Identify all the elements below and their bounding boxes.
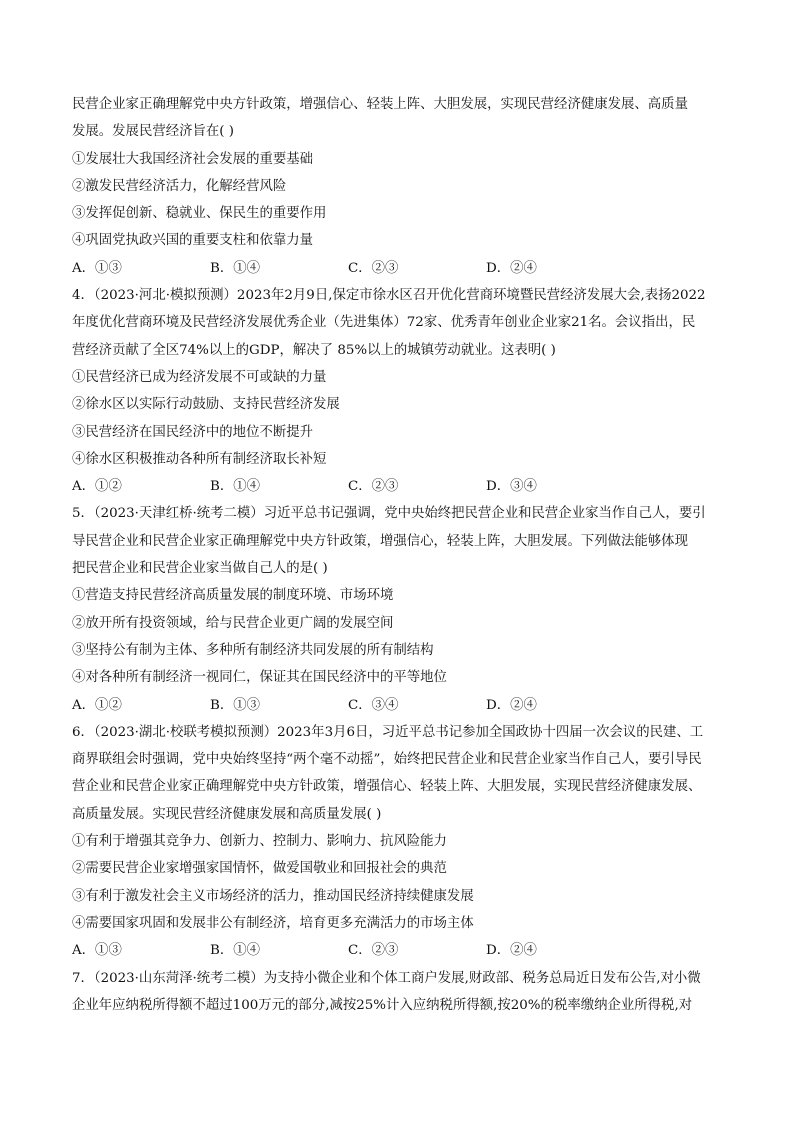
statement-1: ①发展壮大我国经济社会发展的重要基础 [72, 151, 314, 167]
statement-4: ④需要国家巩固和发展非公有制经济，培育更多充满活力的市场主体 [72, 915, 474, 931]
option-c[interactable]: C．②③ [348, 479, 399, 495]
question-stem-line: 营企业和民营企业家正确理解党中央方针政策，增强信心、轻装上阵、大胆发展，实现民营经济健康发展、 [72, 779, 702, 795]
page-content [72, 91, 732, 1019]
statement-1: ①有利于增强其竞争力、创新力、控制力、影响力、抗风险能力 [72, 834, 447, 850]
statement-2: ②放开所有投资领域，给与民营企业更广阔的发展空间 [72, 615, 394, 631]
question-3 [72, 91, 732, 282]
statement-2: ②需要民营企业家增强家国情怀，做爱国敬业和回报社会的典范 [72, 861, 447, 877]
option-b[interactable]: B．①③ [210, 697, 261, 713]
answer-options [72, 473, 732, 500]
statement-3: ③坚持公有制为主体、多种所有制经济共同发展的所有制结构 [72, 642, 434, 658]
question-7 [72, 965, 732, 1020]
question-5 [72, 500, 732, 718]
statement-1: ①民营经济已成为经济发展不可或缺的力量 [72, 369, 327, 385]
question-stem-line: 民营企业家正确理解党中央方针政策，增强信心、轻装上阵、大胆发展，实现民营经济健康发展、高质量 [72, 97, 688, 112]
statement-3: ③发挥促创新、稳就业、保民生的重要作用 [72, 206, 327, 222]
question-4 [72, 282, 732, 500]
question-stem-line: 发展。发展民营经济旨在( ) [72, 124, 235, 140]
option-d[interactable]: D．②④ [486, 260, 537, 276]
answer-options [72, 937, 732, 964]
option-c[interactable]: C．②③ [348, 260, 399, 276]
statement-4: ④对各种所有制经济一视同仁，保证其在国民经济中的平等地位 [72, 670, 447, 686]
question-stem-line: 营经济贡献了全区74%以上的GDP，解决了 85%以上的城镇劳动就业。这表明( ) [72, 342, 556, 358]
option-d[interactable]: D．③④ [486, 479, 537, 495]
option-b[interactable]: B．①④ [210, 260, 261, 276]
answer-options [72, 692, 732, 719]
option-b[interactable]: B．①④ [210, 479, 261, 495]
question-6 [72, 719, 732, 965]
statement-3: ③民营经济在国民经济中的地位不断提升 [72, 424, 314, 440]
question-stem-line: 导民营企业和民营企业家正确理解党中央方针政策，增强信心，轻装上阵，大胆发展。下列做法能够体现 [72, 533, 688, 549]
question-stem-line: 7．（2023·山东菏泽·统考二模）为支持小微企业和个体工商户发展,财政部、税务总局近日发布公告,对小微 [72, 970, 701, 986]
statement-2: ②徐水区以实际行动鼓励、支持民营经济发展 [72, 397, 340, 413]
option-a[interactable]: A．①③ [72, 943, 122, 959]
statement-3: ③有利于激发社会主义市场经济的活力，推动国民经济持续健康发展 [72, 888, 474, 904]
option-a[interactable]: A．①② [72, 479, 122, 495]
question-stem-line: 5．（2023·天津红桥·统考二模）习近平总书记强调，党中央始终把民营企业和民营企业家当作自己人，要引 [72, 506, 706, 522]
option-b[interactable]: B．①④ [210, 943, 261, 959]
statement-1: ①营造支持民营经济高质量发展的制度环境、市场环境 [72, 588, 394, 604]
statement-4: ④巩固党执政兴国的重要支柱和依靠力量 [72, 233, 314, 249]
question-stem-line: 商界联组会时强调，党中央始终坚持“两个毫不动摇”，始终把民营企业和民营企业家当作自己人，要引导民 [72, 752, 702, 768]
option-a[interactable]: A．①③ [72, 260, 122, 276]
option-d[interactable]: D．②④ [486, 697, 537, 713]
question-stem-line: 6．（2023·湖北·校联考模拟预测）2023年3月6日，习近平总书记参加全国政协十四届一次会议的民建、工 [72, 724, 704, 740]
question-stem-line: 年度优化营商环境及民营经济发展优秀企业（先进集体）72家、优秀青年创业企业家21名。会议指出，民 [72, 315, 696, 331]
option-c[interactable]: C．②③ [348, 943, 399, 959]
option-c[interactable]: C．③④ [348, 697, 399, 713]
statement-2: ②激发民营经济活力，化解经营风险 [72, 178, 287, 194]
question-stem-line: 企业年应纳税所得额不超过100万元的部分,减按25%计入应纳税所得额,按20%的税率缴纳企业所得税,对 [72, 997, 693, 1013]
question-stem-line: 4．（2023·河北·模拟预测）2023年2月9日,保定市徐水区召开优化营商环境暨民营经济发展大会,表扬2022 [72, 288, 706, 304]
answer-options [72, 255, 732, 282]
question-stem-line: 把民营企业和民营企业家当做自己人的是( ) [72, 561, 328, 577]
question-stem-line: 高质量发展。实现民营经济健康发展和高质量发展( ) [72, 806, 382, 822]
option-d[interactable]: D．②④ [486, 943, 537, 959]
statement-4: ④徐水区积极推动各种所有制经济取长补短 [72, 451, 327, 467]
option-a[interactable]: A．①② [72, 697, 122, 713]
